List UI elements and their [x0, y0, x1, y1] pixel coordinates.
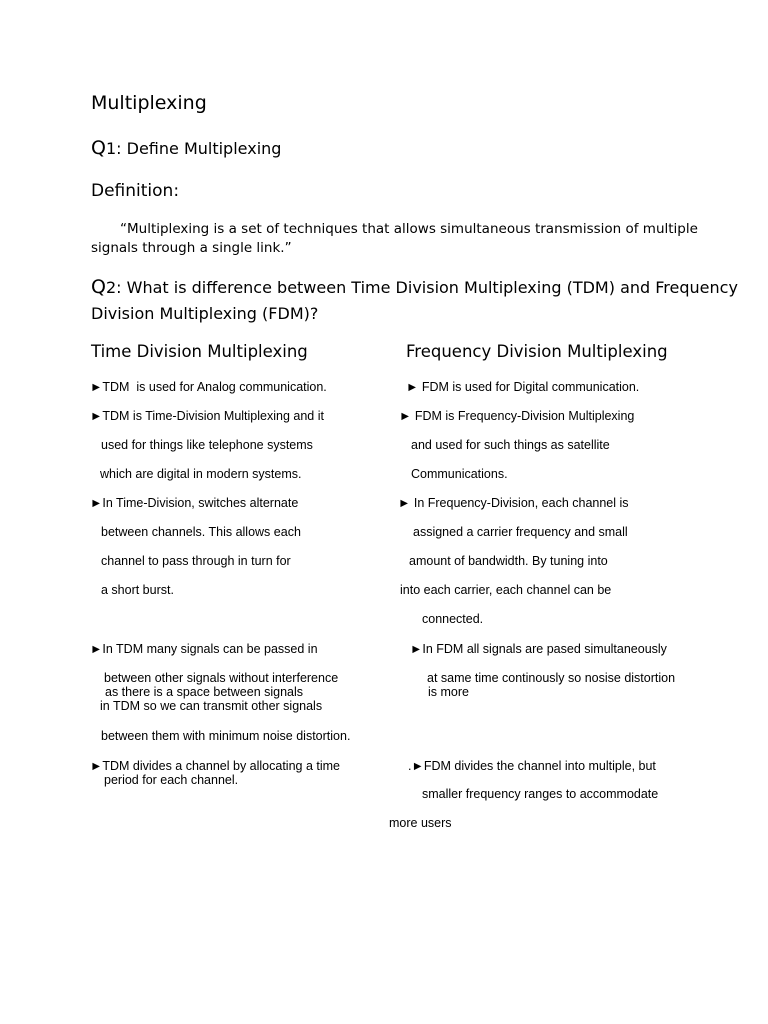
- tdm-line: ►In Time-Division, switches alternate: [90, 496, 299, 510]
- definition-text-line-2: signals through a single link.”: [91, 240, 292, 256]
- fdm-line: smaller frequency ranges to accommodate: [422, 787, 659, 801]
- fdm-line: more users: [389, 816, 452, 830]
- question-1-text: : Define Multiplexing: [116, 139, 282, 158]
- fdm-line: ►In FDM all signals are pased simultaneously: [410, 642, 667, 656]
- tdm-line: in TDM so we can transmit other signals: [100, 699, 323, 713]
- tdm-line: between them with minimum noise distortion.: [101, 729, 351, 743]
- tdm-line: channel to pass through in turn for: [101, 554, 291, 568]
- fdm-line: at same time continously so nosise distortion: [427, 671, 676, 685]
- tdm-line: which are digital in modern systems.: [100, 467, 302, 481]
- question-2-line-1: [91, 276, 738, 298]
- tdm-line: ►TDM is Time-Division Multiplexing and it: [90, 409, 324, 423]
- fdm-line: ► In Frequency-Division, each channel is: [398, 496, 629, 510]
- fdm-line: is more: [428, 685, 469, 699]
- tdm-line: between other signals without interference: [104, 671, 339, 685]
- question-2-number: 2: [105, 278, 117, 297]
- fdm-line: and used for such things as satellite: [411, 438, 610, 452]
- fdm-heading: Frequency Division Multiplexing: [406, 342, 668, 361]
- tdm-line: ►TDM is used for Analog communication.: [90, 380, 327, 394]
- fdm-line: Communications.: [411, 467, 508, 481]
- question-1: [91, 137, 281, 159]
- tdm-line: ►TDM divides a channel by allocating a time: [90, 759, 340, 773]
- fdm-line: .►FDM divides the channel into multiple, but: [408, 759, 656, 773]
- tdm-line: period for each channel.: [104, 773, 239, 787]
- question-2-text: : What is difference between Time Division Multiplexing (TDM) and Frequency: [116, 278, 738, 297]
- tdm-line: ►In TDM many signals can be passed in: [90, 642, 318, 656]
- fdm-line: amount of bandwidth. By tuning into: [409, 554, 608, 568]
- question-2-line-2: Division Multiplexing (FDM)?: [91, 304, 319, 323]
- fdm-line: assigned a carrier frequency and small: [413, 525, 628, 539]
- question-1-number: 1: [105, 139, 117, 158]
- page-title: Multiplexing: [91, 92, 207, 114]
- question-2-prefix: Q: [91, 276, 106, 298]
- tdm-line: as there is a space between signals: [105, 685, 304, 699]
- tdm-line: a short burst.: [101, 583, 174, 597]
- fdm-line: ► FDM is Frequency-Division Multiplexing: [399, 409, 635, 423]
- fdm-line: into each carrier, each channel can be: [400, 583, 612, 597]
- definition-heading: Definition:: [91, 181, 180, 201]
- fdm-line: connected.: [422, 612, 484, 626]
- tdm-heading: Time Division Multiplexing: [91, 342, 308, 361]
- definition-text-line-1: “Multiplexing is a set of techniques that allows simultaneous transmission of multiple: [120, 221, 698, 237]
- tdm-line: used for things like telephone systems: [101, 438, 313, 452]
- fdm-line: ► FDM is used for Digital communication.: [406, 380, 640, 394]
- tdm-line: between channels. This allows each: [101, 525, 301, 539]
- question-1-prefix: Q: [91, 137, 106, 159]
